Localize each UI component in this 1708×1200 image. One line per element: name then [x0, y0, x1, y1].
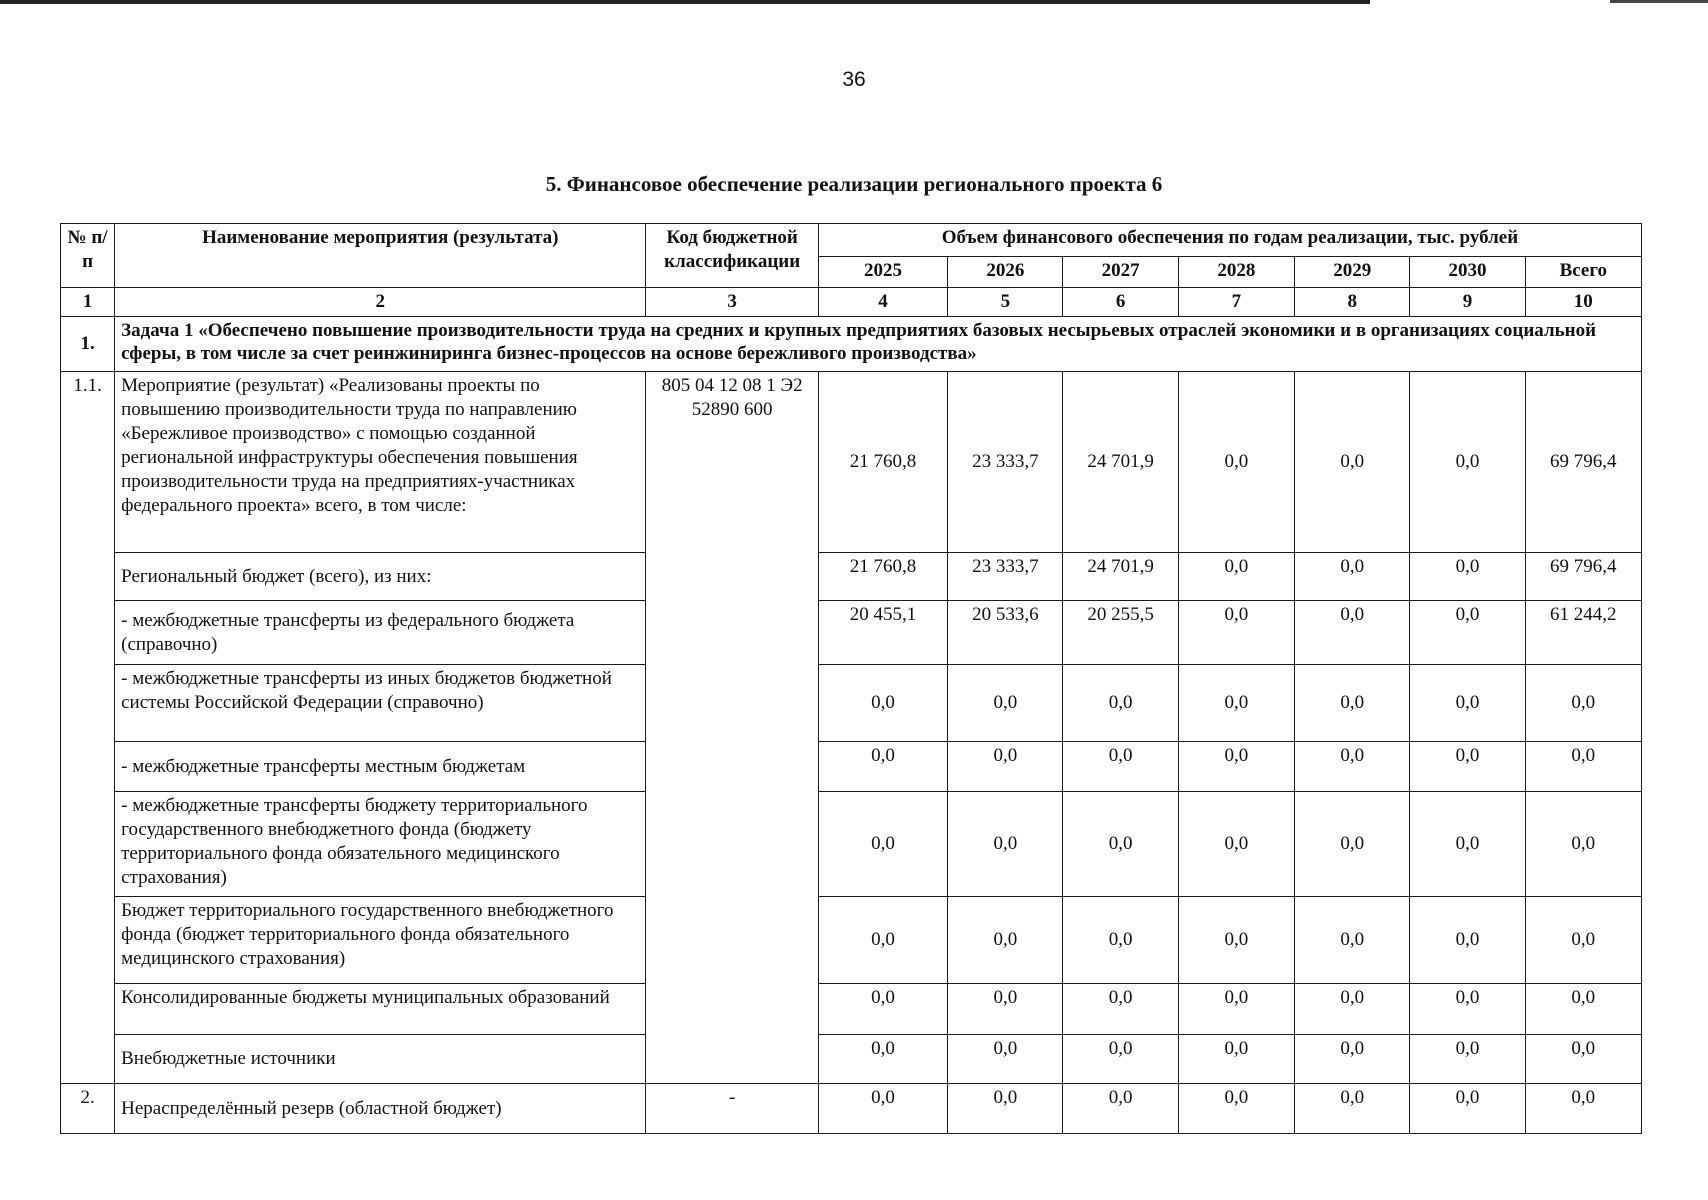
value-cell: 0,0 [1295, 984, 1410, 1035]
value-cell: 0,0 [948, 665, 1063, 742]
header-year: 2029 [1295, 257, 1410, 288]
value-cell: 0,0 [1178, 601, 1294, 665]
value-cell: 0,0 [1410, 897, 1525, 984]
header-year: 2027 [1063, 257, 1178, 288]
top-rule-right [1610, 0, 1708, 3]
value-cell: 0,0 [1295, 742, 1410, 792]
value-cell: 0,0 [948, 742, 1063, 792]
local-budgets-transfers-row [61, 742, 1642, 792]
header-row [61, 224, 1642, 257]
value-cell: 61 244,2 [1525, 601, 1641, 665]
value-cell: 0,0 [1410, 1084, 1525, 1134]
value-cell: 0,0 [1178, 792, 1294, 897]
value-cell: 0,0 [1063, 897, 1178, 984]
value-cell: 0,0 [1063, 742, 1178, 792]
value-cell: 0,0 [1410, 984, 1525, 1035]
value-cell: 20 533,6 [948, 601, 1063, 665]
header-volume: Объем финансового обеспечения по годам реализации, тыс. рублей [818, 224, 1641, 257]
budget-code: 805 04 12 08 1 Э2 52890 600 [646, 372, 818, 1084]
measure-number: 1.1. [61, 372, 115, 1084]
value-cell: 24 701,9 [1063, 372, 1178, 553]
value-cell: 69 796,4 [1525, 372, 1641, 553]
value-cell: 20 455,1 [818, 601, 947, 665]
value-cell: 0,0 [1295, 372, 1410, 553]
oms-fund-budget-row [61, 897, 1642, 984]
value-cell: 0,0 [818, 897, 947, 984]
value-cell: 0,0 [1410, 372, 1525, 553]
value-cell: 0,0 [1063, 1084, 1178, 1134]
column-index: 4 [818, 288, 947, 317]
header-year: 2026 [948, 257, 1063, 288]
value-cell: 0,0 [948, 1084, 1063, 1134]
task-number: 1. [61, 317, 115, 372]
value-cell: 0,0 [1525, 1035, 1641, 1084]
value-cell: 0,0 [1178, 1035, 1294, 1084]
column-index: 7 [1178, 288, 1294, 317]
column-index-row [61, 288, 1642, 317]
federal-transfers-row [61, 601, 1642, 665]
row-name: - межбюджетные трансферты из иных бюджетов бюджетной системы Российской Федерации (справочно) [115, 665, 646, 742]
value-cell: 0,0 [1178, 665, 1294, 742]
value-cell: 0,0 [948, 1035, 1063, 1084]
header-year: 2030 [1410, 257, 1525, 288]
value-cell: 0,0 [1525, 742, 1641, 792]
header-year: 2025 [818, 257, 947, 288]
value-cell: 0,0 [1295, 792, 1410, 897]
other-budgets-transfers-row [61, 665, 1642, 742]
row-name: - межбюджетные трансферты бюджету территориального государственного внебюджетного фонда (бюджету территориального фонда обязательного медицинского страхования) [115, 792, 646, 897]
reserve-name: Нераспределённый резерв (областной бюджет) [115, 1084, 646, 1134]
financing-table [60, 223, 1642, 1134]
value-cell: 0,0 [1525, 1084, 1641, 1134]
value-cell: 0,0 [1178, 553, 1294, 601]
header-total: Всего [1525, 257, 1641, 288]
value-cell: 0,0 [1525, 984, 1641, 1035]
oms-fund-transfers-row [61, 792, 1642, 897]
value-cell: 20 255,5 [1063, 601, 1178, 665]
column-index: 2 [115, 288, 646, 317]
column-index: 10 [1525, 288, 1641, 317]
value-cell: 0,0 [1063, 984, 1178, 1035]
reserve-row [61, 1084, 1642, 1134]
value-cell: 0,0 [818, 1084, 947, 1134]
reserve-code: - [646, 1084, 818, 1134]
value-cell: 0,0 [818, 742, 947, 792]
value-cell: 0,0 [948, 984, 1063, 1035]
value-cell: 0,0 [1295, 665, 1410, 742]
column-index: 3 [646, 288, 818, 317]
value-cell: 0,0 [1410, 742, 1525, 792]
measure-row [61, 372, 1642, 553]
task-text: Задача 1 «Обеспечено повышение производительности труда на средних и крупных предприятиях базовых несырьевых отраслей экономики и в организациях социальной сферы, в том числе за счет реинжиниринга бизнес-процессов на основе бережливого производства» [115, 317, 1642, 372]
value-cell: 0,0 [1178, 984, 1294, 1035]
value-cell: 0,0 [1295, 601, 1410, 665]
value-cell: 0,0 [1178, 372, 1294, 553]
page-number: 36 [842, 68, 866, 91]
column-index: 6 [1063, 288, 1178, 317]
value-cell: 21 760,8 [818, 553, 947, 601]
row-name: - межбюджетные трансферты из федерального бюджета (справочно) [115, 601, 646, 665]
value-cell: 0,0 [1178, 742, 1294, 792]
value-cell: 0,0 [1295, 1035, 1410, 1084]
row-name: - межбюджетные трансферты местным бюджетам [115, 742, 646, 792]
value-cell: 0,0 [1295, 553, 1410, 601]
row-name: Консолидированные бюджеты муниципальных образований [115, 984, 646, 1035]
row-name: Бюджет территориального государственного внебюджетного фонда (бюджет территориального фонда обязательного медицинского страхования) [115, 897, 646, 984]
header-year: 2028 [1178, 257, 1294, 288]
value-cell: 21 760,8 [818, 372, 947, 553]
value-cell: 0,0 [1410, 553, 1525, 601]
value-cell: 23 333,7 [948, 553, 1063, 601]
value-cell: 0,0 [1063, 1035, 1178, 1084]
value-cell: 0,0 [948, 792, 1063, 897]
value-cell: 0,0 [1410, 1035, 1525, 1084]
row-name: Внебюджетные источники [115, 1035, 646, 1084]
value-cell: 0,0 [1178, 897, 1294, 984]
value-cell: 0,0 [948, 897, 1063, 984]
value-cell: 0,0 [1063, 792, 1178, 897]
column-index: 1 [61, 288, 115, 317]
value-cell: 0,0 [818, 1035, 947, 1084]
value-cell: 0,0 [1525, 665, 1641, 742]
reserve-number: 2. [61, 1084, 115, 1134]
column-index: 8 [1295, 288, 1410, 317]
value-cell: 0,0 [818, 665, 947, 742]
section-title: 5. Финансовое обеспечение реализации регионального проекта 6 [545, 172, 1163, 196]
value-cell: 24 701,9 [1063, 553, 1178, 601]
value-cell: 0,0 [1525, 897, 1641, 984]
header-code: Код бюджетной классификации [646, 224, 818, 288]
value-cell: 0,0 [1295, 1084, 1410, 1134]
value-cell: 0,0 [1525, 792, 1641, 897]
row-name: Региональный бюджет (всего), из них: [115, 553, 646, 601]
value-cell: 0,0 [1410, 601, 1525, 665]
measure-name: Мероприятие (результат) «Реализованы проекты по повышению производительности труда по направлению «Бережливое производство» с помощью созданной региональной инфраструктуры обеспечения повышения производительности труда на предприятиях-участниках федерального проекта» всего, в том числе: [115, 372, 646, 553]
column-index: 9 [1410, 288, 1525, 317]
value-cell: 0,0 [818, 792, 947, 897]
value-cell: 0,0 [1410, 792, 1525, 897]
municipal-budgets-row [61, 984, 1642, 1035]
value-cell: 0,0 [1178, 1084, 1294, 1134]
value-cell: 0,0 [1295, 897, 1410, 984]
extrabudgetary-row [61, 1035, 1642, 1084]
header-no: № п/п [61, 224, 115, 288]
column-index: 5 [948, 288, 1063, 317]
task-row [61, 317, 1642, 372]
regional-budget-row [61, 553, 1642, 601]
header-name: Наименование мероприятия (результата) [115, 224, 646, 288]
value-cell: 69 796,4 [1525, 553, 1641, 601]
value-cell: 0,0 [1063, 665, 1178, 742]
top-rule [0, 0, 1370, 4]
value-cell: 0,0 [818, 984, 947, 1035]
value-cell: 23 333,7 [948, 372, 1063, 553]
value-cell: 0,0 [1410, 665, 1525, 742]
